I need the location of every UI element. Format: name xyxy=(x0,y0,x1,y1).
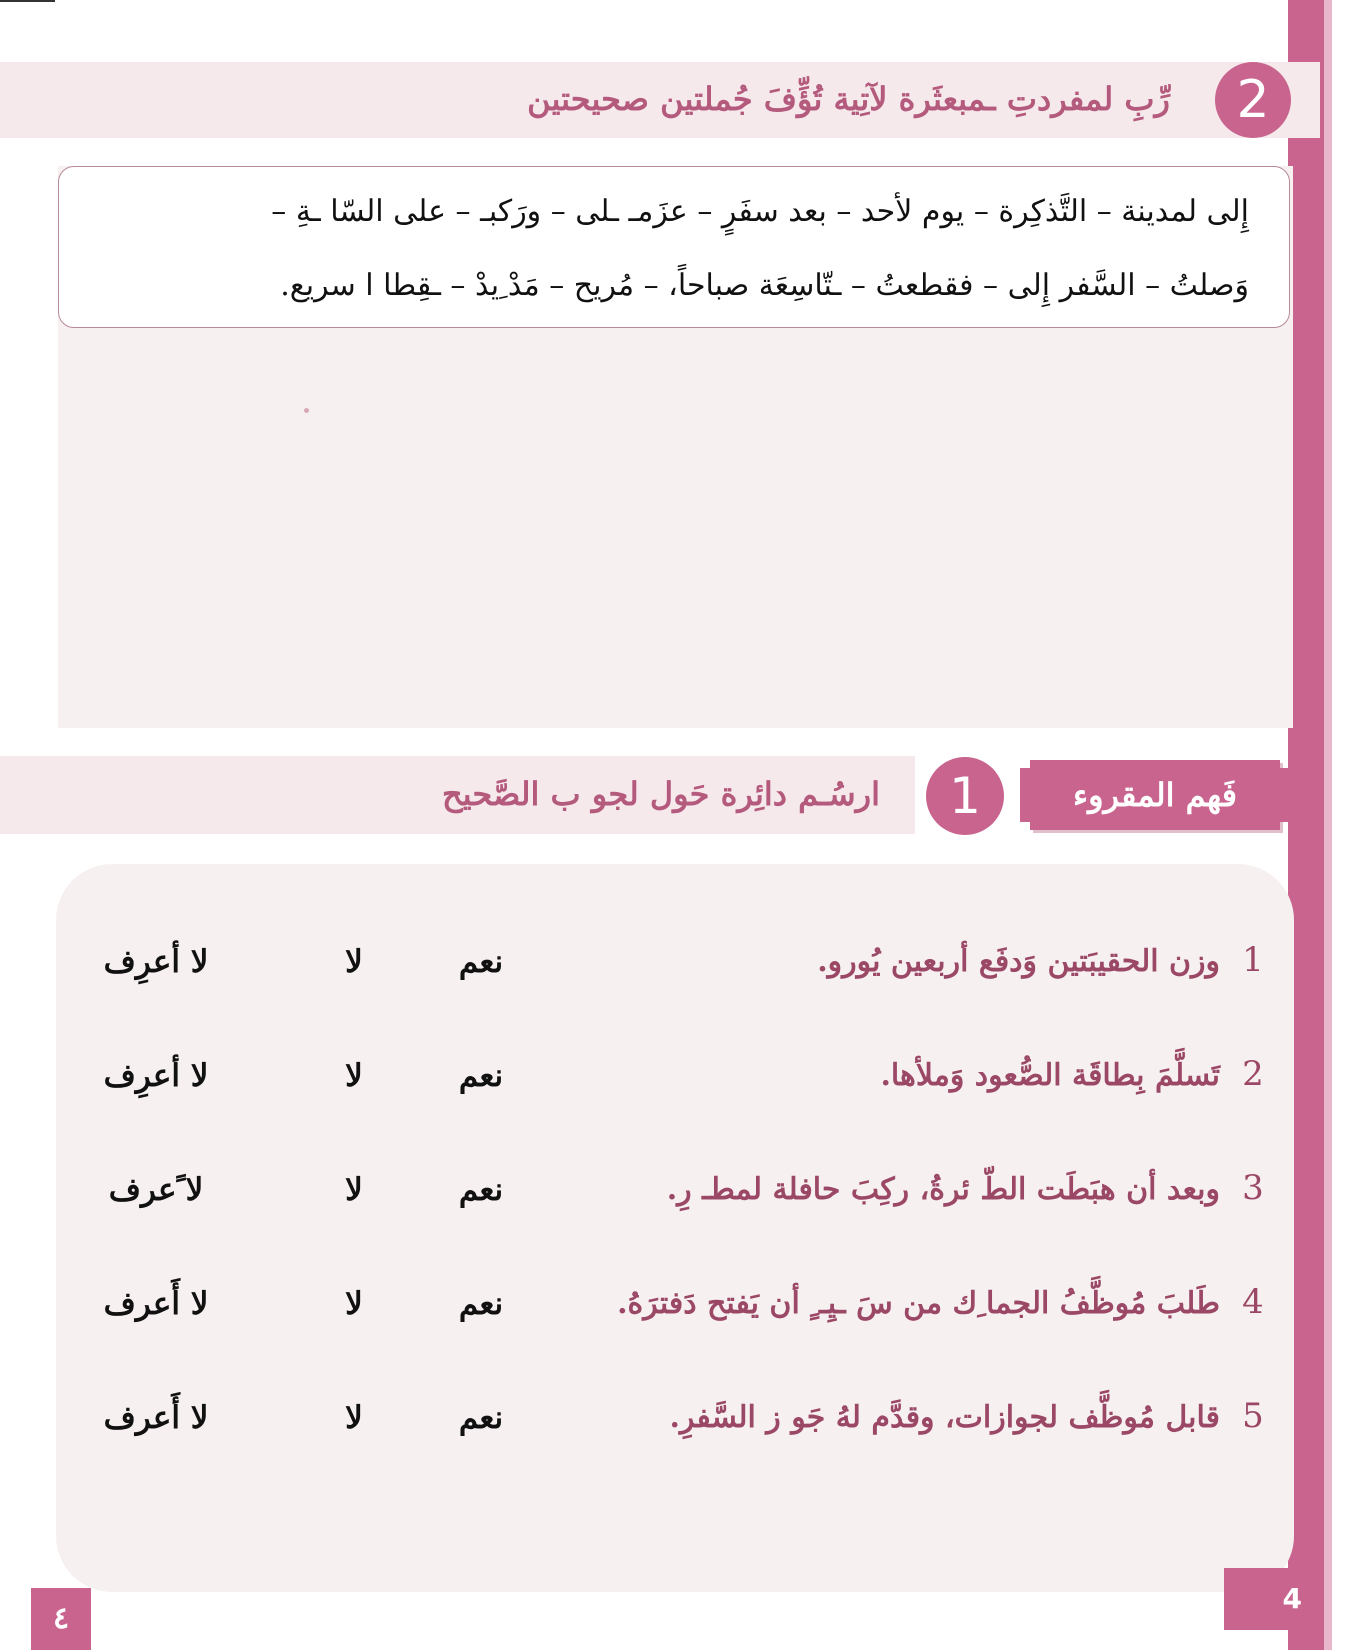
option-no[interactable]: لا xyxy=(345,944,363,980)
question-text: تَسلَّمَ بِطاقَة الصُّعود وَملأها. xyxy=(880,1058,1220,1093)
option-no[interactable]: لا xyxy=(345,1286,363,1322)
option-dont-know[interactable]: لا ًعرف xyxy=(108,1172,204,1208)
exercise-2-number-badge: 2 xyxy=(1215,62,1291,138)
option-dont-know[interactable]: لا أَعرف xyxy=(103,1286,209,1322)
exercise-1-number-badge: 1 xyxy=(926,757,1004,835)
question-text: قابل مُوظَّف لجوازات، وقدَّم لهُ جَو ز السَّفرِ. xyxy=(669,1400,1220,1435)
exercise-1-instruction: ارسُـم دائِرة حَول لجو ب الصَّحيح xyxy=(442,775,880,813)
question-row-4 xyxy=(0,1282,1350,1342)
question-text: طَلبَ مُوظَّفُ الجما ِك من سَ ـيِـ ٍ أن يَفتح دَفترَهُ. xyxy=(617,1286,1220,1321)
option-yes[interactable]: نعم xyxy=(458,1172,504,1208)
question-number: 4 xyxy=(1242,1282,1264,1322)
question-number: 5 xyxy=(1242,1396,1264,1436)
word-bank-line-1: إِلى لمدينة – التَّذكِرة – يوم لأحد – بعد سفَرٍ – عزَمـ ـلى – ورَكبـ – على السّا ـةِ – xyxy=(271,194,1249,229)
question-number: 1 xyxy=(1242,940,1264,980)
question-number: 2 xyxy=(1242,1054,1264,1094)
exercise-2-instruction: رِّبِ لمفردتِ ـمبعثَرة لآتِية تُؤِّفَ جُملتين صحيحتين xyxy=(527,80,1170,118)
question-row-5 xyxy=(0,1396,1350,1456)
option-no[interactable]: لا xyxy=(345,1400,363,1436)
question-row-1 xyxy=(0,940,1350,1000)
page-number-latin: 4 xyxy=(1224,1568,1314,1630)
option-dont-know[interactable]: لا أَعرف xyxy=(103,1400,209,1436)
option-no[interactable]: لا xyxy=(345,1172,363,1208)
stray-dot xyxy=(304,408,309,413)
option-dont-know[interactable]: لا أعرِف xyxy=(103,1058,209,1094)
option-yes[interactable]: نعم xyxy=(458,1400,504,1436)
question-text: وزن الحقيبَتين وَدفَع أربعين يُورو. xyxy=(817,944,1220,979)
option-yes[interactable]: نعم xyxy=(458,1286,504,1322)
section-label-reading-comprehension: فَهم المقروء xyxy=(1030,760,1280,830)
top-rule xyxy=(0,0,55,2)
option-dont-know[interactable]: لا أعرِف xyxy=(103,944,209,980)
question-number: 3 xyxy=(1242,1168,1264,1208)
question-row-2 xyxy=(0,1054,1350,1114)
option-yes[interactable]: نعم xyxy=(458,944,504,980)
page-number-arabic: ٤ xyxy=(31,1588,91,1650)
word-bank-box xyxy=(58,166,1290,328)
option-no[interactable]: لا xyxy=(345,1058,363,1094)
option-yes[interactable]: نعم xyxy=(458,1058,504,1094)
word-bank-line-2: وَصلتُ – السَّفر إِلى – فقطعتُ – ـتّاسِعَة صباحاً، – مُريح – مَدْ ِيدْ – ـقِطا ا سريع. xyxy=(280,268,1249,303)
question-text: وبعد أن هبَطَت الطّ ئرةُ، ركِبَ حافلة لمطـ رِ. xyxy=(666,1172,1220,1207)
question-row-3 xyxy=(0,1168,1350,1228)
